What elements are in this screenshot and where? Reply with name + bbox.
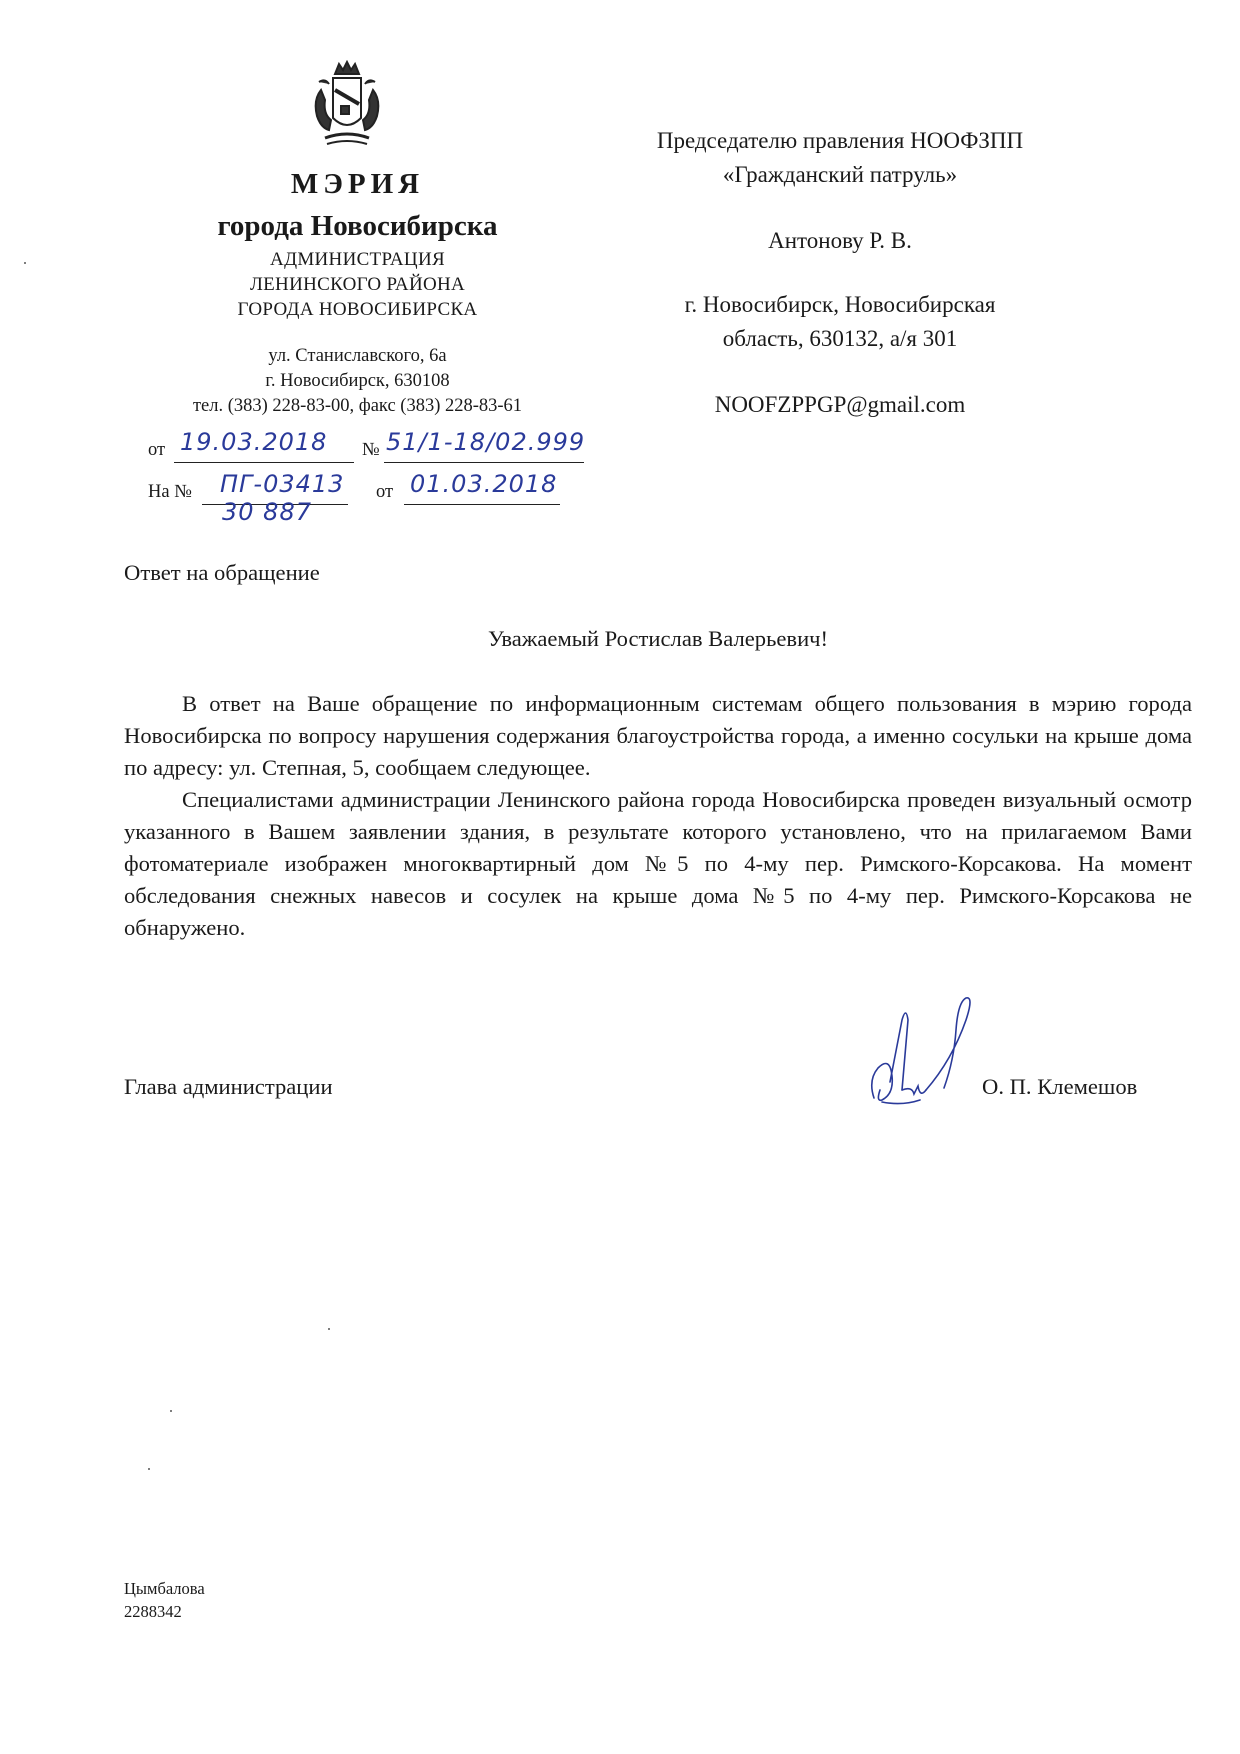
letter-body: [124, 688, 1192, 944]
dept-line-2: ЛЕНИНСКОГО РАЙОНА: [249, 274, 466, 295]
org-title: МЭРИЯ: [290, 168, 425, 200]
org-city: города Новосибирска: [217, 210, 498, 242]
handwritten-signature-icon: [862, 990, 992, 1112]
executor-phone: 2288342: [124, 1602, 182, 1621]
recipient-address-1: г. Новосибирск, Новосибирская: [684, 292, 996, 317]
recipient-address-2: область, 630132, а/я 301: [722, 326, 958, 351]
date-underline: [174, 462, 354, 463]
ref-number-sub-handwritten: 30 887: [222, 498, 312, 526]
subject-line: Ответ на обращение: [124, 560, 320, 585]
address-phone: тел. (383) 228-83-00, факс (383) 228-83-61: [192, 396, 523, 416]
coat-of-arms-icon: [307, 60, 387, 156]
scan-speck: [328, 1328, 330, 1330]
address-street: ул. Станиславского, 6а: [268, 346, 447, 366]
ref-number-label: На №: [148, 482, 192, 502]
ref-date-handwritten: 01.03.2018: [410, 470, 558, 498]
executor-name: Цымбалова: [124, 1579, 205, 1598]
scan-speck: [170, 1410, 172, 1412]
ref-number-handwritten: ПГ-03413: [220, 470, 345, 498]
scan-speck: [148, 1468, 150, 1470]
number-underline: [384, 462, 584, 463]
greeting: Уважаемый Ростислав Валерьевич!: [487, 626, 829, 651]
ref-date-label: от: [376, 482, 394, 502]
ref-date-underline: [404, 504, 560, 505]
paragraph-1: В ответ на Ваше обращение по информационным системам общего пользования в мэрию города Новосибирска по вопросу нарушения содержания благоустройства города, а именно сосульки на крыше дома по адресу: ул. Степная, 5, сообщаем следующее.: [124, 691, 1192, 780]
dept-line-3: ГОРОДА НОВОСИБИРСКА: [237, 299, 478, 320]
date-handwritten: 19.03.2018: [180, 428, 328, 456]
registration-row: [148, 428, 588, 468]
recipient-email: NOOFZPPGP@gmail.com: [714, 392, 966, 417]
number-label: №: [362, 440, 380, 460]
dept-line-1: АДМИНИСТРАЦИЯ: [270, 249, 445, 270]
scan-speck: [24, 262, 26, 264]
signatory-name: О. П. Клемешов: [982, 1074, 1138, 1099]
reference-row: [148, 470, 588, 536]
number-handwritten: 51/1-18/02.999: [386, 428, 586, 456]
signatory-position: Глава администрации: [124, 1074, 333, 1099]
recipient-name: Антонову Р. В.: [768, 228, 912, 253]
paragraph-2: Специалистами администрации Ленинского района города Новосибирска проведен визуальный осмотр указанного в Вашем заявлении здания, в результате которого установлено, что на прилагаемом Вами фотоматериале изображен многоквартирный дом №5 по 4-му пер. Римского-Корсакова. На момент обследования снежных навесов и сосулек на крыше дома №5 по 4-му пер. Римского-Корсакова не обнаружено.: [124, 787, 1192, 940]
address-city: г. Новосибирск, 630108: [265, 371, 450, 391]
date-label: от: [148, 440, 166, 460]
recipient-org: «Гражданский патруль»: [722, 162, 958, 187]
recipient-position: Председателю правления НООФЗПП: [656, 128, 1024, 153]
